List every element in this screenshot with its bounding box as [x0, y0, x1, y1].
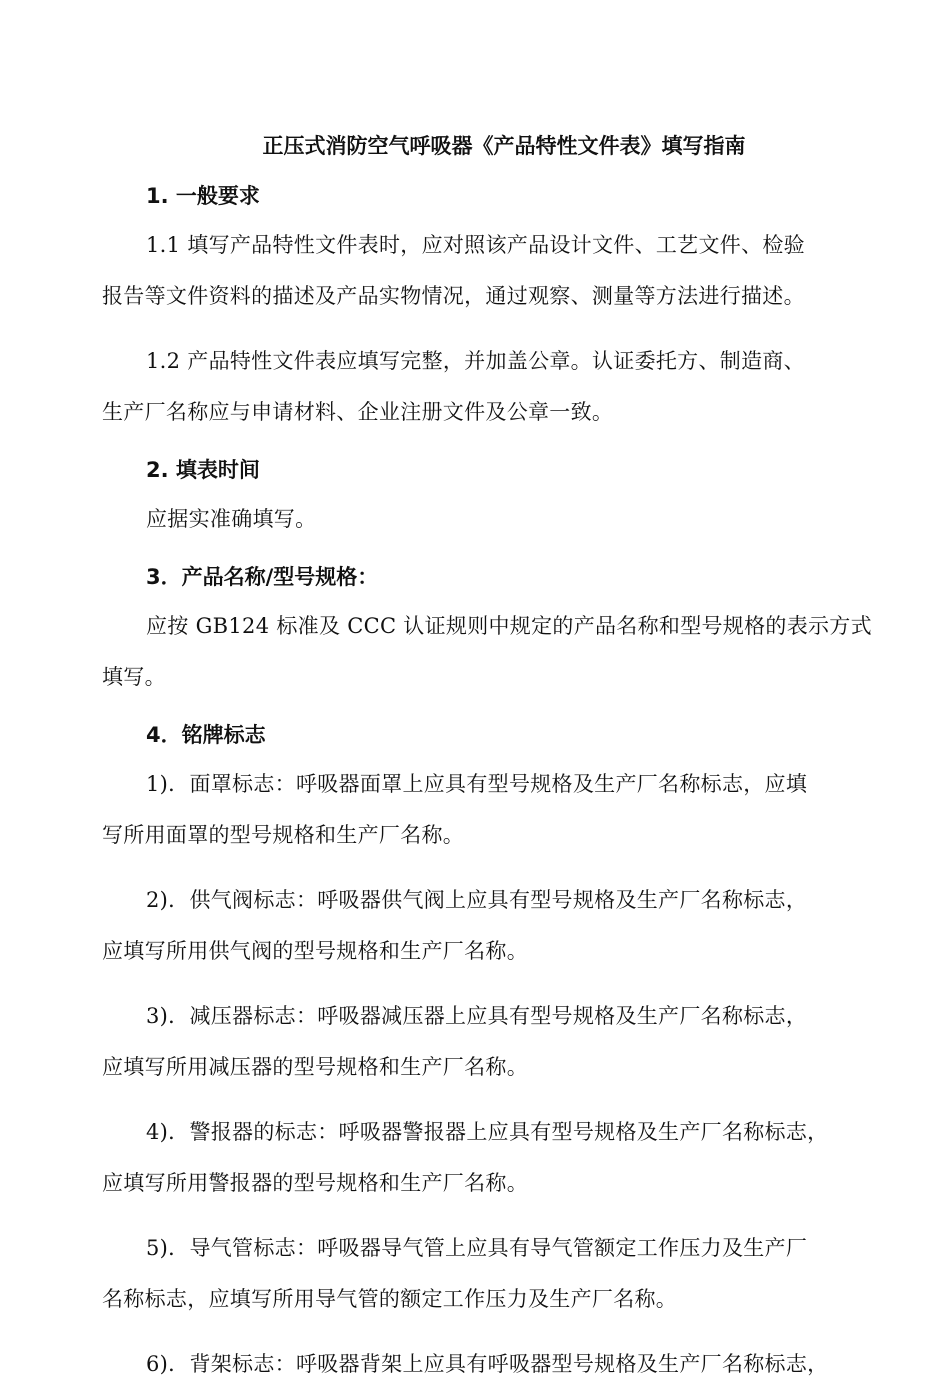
paragraph-alarm-marking	[102, 1107, 858, 1209]
document-body	[102, 128, 872, 1390]
paragraph-line: 填写。	[102, 665, 166, 689]
paragraph-line: 应填写所用减压器的型号规格和生产厂名称。	[102, 1055, 528, 1079]
paragraph-product-name	[102, 601, 872, 703]
paragraph-reducer-marking	[102, 991, 858, 1093]
section-heading-general-requirements: 1. 一般要求	[146, 184, 260, 208]
paragraph-backframe-marking	[102, 1339, 858, 1390]
paragraph-line: 3)．减压器标志：呼吸器减压器上应具有型号规格及生产厂名称标志，	[146, 1004, 808, 1028]
paragraph-line: 写所用面罩的型号规格和生产厂名称。	[102, 823, 465, 847]
paragraph-line: 5)．导气管标志：呼吸器导气管上应具有导气管额定工作压力及生产厂	[146, 1236, 808, 1260]
paragraph-mask-marking	[102, 759, 858, 861]
paragraph-line: 生产厂名称应与申请材料、企业注册文件及公章一致。	[102, 400, 614, 424]
section-heading-product-name: 3．产品名称/型号规格：	[146, 565, 379, 589]
paragraph-line: 1.1 填写产品特性文件表时，应对照该产品设计文件、工艺文件、检验	[146, 233, 805, 257]
section-heading-fill-time: 2. 填表时间	[146, 458, 260, 482]
paragraph-line: 2)．供气阀标志：呼吸器供气阀上应具有型号规格及生产厂名称标志，	[146, 888, 808, 912]
paragraph-1-1	[102, 220, 858, 322]
paragraph-line: 1.2 产品特性文件表应填写完整，并加盖公章。认证委托方、制造商、	[146, 349, 805, 373]
paragraph-fill-time	[102, 494, 858, 545]
paragraph-line: 6)．背架标志：呼吸器背架上应具有呼吸器型号规格及生产厂名称标志，	[146, 1352, 829, 1376]
section-heading-nameplate: 4．铭牌标志	[146, 723, 266, 747]
paragraph-line: 4)．警报器的标志：呼吸器警报器上应具有型号规格及生产厂名称标志，	[146, 1120, 829, 1144]
paragraph-line: 应填写所用警报器的型号规格和生产厂名称。	[102, 1171, 528, 1195]
paragraph-demand-valve-marking	[102, 875, 858, 977]
document-title: 正压式消防空气呼吸器《产品特性文件表》填写指南	[262, 134, 746, 158]
paragraph-line: 名称标志，应填写所用导气管的额定工作压力及生产厂名称。	[102, 1287, 678, 1311]
paragraph-line: 报告等文件资料的描述及产品实物情况，通过观察、测量等方法进行描述。	[102, 284, 805, 308]
paragraph-line: 应填写所用供气阀的型号规格和生产厂名称。	[102, 939, 528, 963]
paragraph-line: 1)．面罩标志：呼吸器面罩上应具有型号规格及生产厂名称标志，应填	[146, 772, 808, 796]
paragraph-1-2	[102, 336, 858, 438]
paragraph-line: 应据实准确填写。	[146, 507, 317, 531]
paragraph-hose-marking	[102, 1223, 858, 1325]
paragraph-line: 应按 GB124 标准及 CCC 认证规则中规定的产品名称和型号规格的表示方式	[146, 614, 872, 638]
